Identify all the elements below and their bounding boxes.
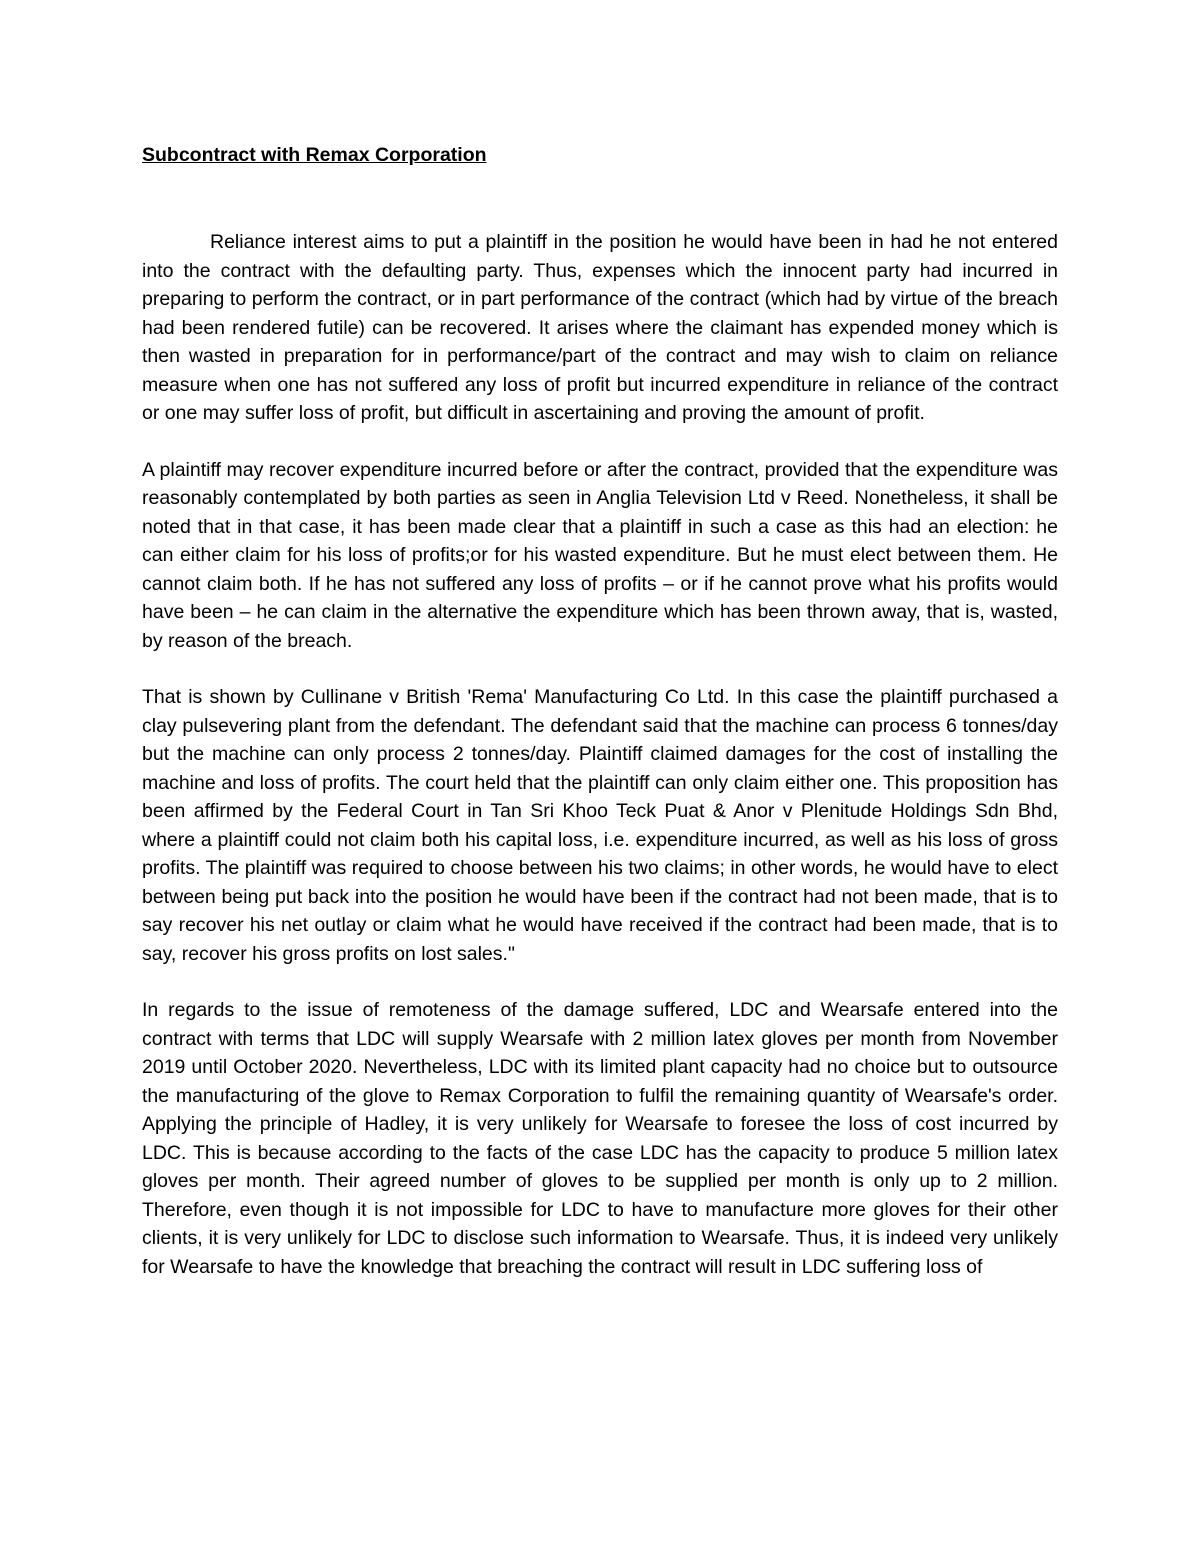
paragraph-remoteness: In regards to the issue of remoteness of the damage suffered, LDC and Wearsafe entered into the contract with terms that LDC will supply Wearsafe with 2 million latex gloves per month from November 2019 until October 2020. Nevertheless, LDC with its limited plant capacity had no choice but to outsource the manufacturing of the glove to Remax Corporation to fulfil the remaining quantity of Wearsafe's order. Applying the principle of Hadley, it is very unlikely for Wearsafe to foresee the loss of cost incurred by LDC. This is because according to the facts of the case LDC has the capacity to produce 5 million latex gloves per month. Their agreed number of gloves to be supplied per month is only up to 2 million. Therefore, even though it is not impossible for LDC to have to manufacture more gloves for their other clients, it is very unlikely for LDC to disclose such information to Wearsafe. Thus, it is indeed very unlikely for Wearsafe to have the knowledge that breaching the contract will result in LDC suffering loss of <box>142 999 1058 1278</box>
document-title: Subcontract with Remax Corporation <box>142 144 487 166</box>
document-body <box>142 141 1058 1281</box>
paragraph-cullinane-case: That is shown by Cullinane v British 'Rema' Manufacturing Co Ltd. In this case the plaintiff purchased a clay pulsevering plant from the defendant. The defendant said that the machine can process 6 tonnes/day but the machine can only process 2 tonnes/day. Plaintiff claimed damages for the cost of installing the machine and loss of profits. The court held that the plaintiff can only claim either one. This proposition has been affirmed by the Federal Court in Tan Sri Khoo Teck Puat & Anor v Plenitude Holdings Sdn Bhd, where a plaintiff could not claim both his capital loss, i.e. expenditure incurred, as well as his loss of gross profits. The plaintiff was required to choose between his two claims; in other words, he would have to elect between being put back into the position he would have been if the contract had not been made, that is to say recover his net outlay or claim what he would have received if the contract had been made, that is to say, recover his gross profits on lost sales." <box>142 686 1058 965</box>
paragraph-reliance-interest: Reliance interest aims to put a plaintiff in the position he would have been in had he not entered into the contract with the defaulting party. Thus, expenses which the innocent party had incurred in preparing to perform the contract, or in part performance of the contract (which had by virtue of the breach had been rendered futile) can be recovered. It arises where the claimant has expended money which is then wasted in preparation for in performance/part of the contract and may wish to claim on reliance measure when one has not suffered any loss of profit but incurred expenditure in reliance of the contract or one may suffer loss of profit, but difficult in ascertaining and proving the amount of profit. <box>142 231 1058 424</box>
paragraph-expenditure-recovery: A plaintiff may recover expenditure incurred before or after the contract, provided that the expenditure was reasonably contemplated by both parties as seen in Anglia Television Ltd v Reed. Nonetheless, it shall be noted that in that case, it has been made clear that a plaintiff in such a case as this had an election: he can either claim for his loss of profits;or for his wasted expenditure. But he must elect between them. He cannot claim both. If he has not suffered any loss of profits – or if he cannot prove what his profits would have been – he can claim in the alternative the expenditure which has been thrown away, that is, wasted, by reason of the breach. <box>142 458 1058 652</box>
